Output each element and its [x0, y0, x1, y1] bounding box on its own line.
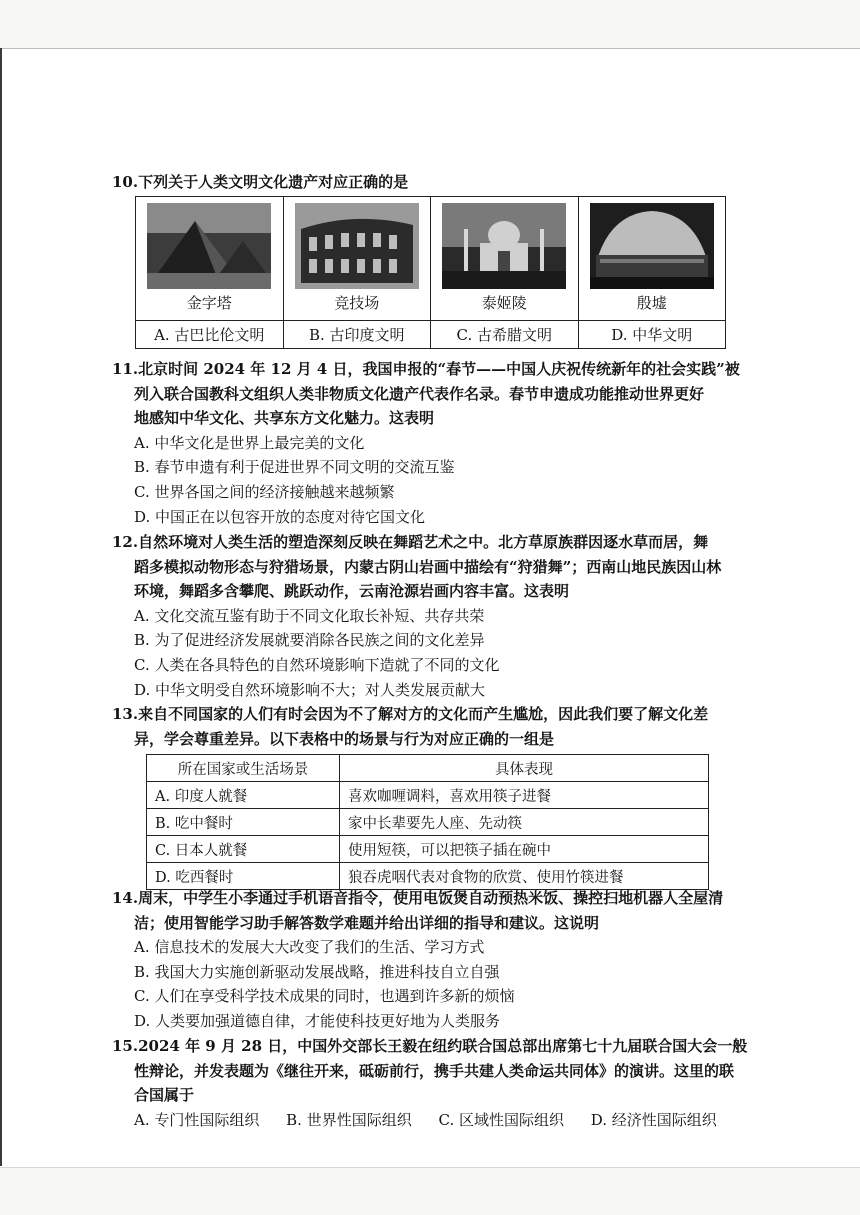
heritage-cell-pyramid — [136, 197, 284, 321]
question-stem: 下列关于人类文明文化遗产对应正确的是 — [138, 173, 409, 191]
table-cell: 狼吞虎咽代表对食物的欣赏、使用竹筷进餐 — [340, 863, 709, 890]
question-number: 10. — [112, 173, 139, 191]
table-row[interactable] — [147, 836, 709, 863]
option-d[interactable]: D. 中华文明受自然环境影响不大；对人类发展贡献大 — [134, 680, 486, 699]
table-row[interactable] — [147, 809, 709, 836]
option-a[interactable]: A. 信息技术的发展大大改变了我们的生活、学习方式 — [134, 938, 485, 957]
question-stem-line: 洁；使用智能学习助手解答数学难题并给出详细的指导和建议。这说明 — [134, 913, 600, 932]
question-stem-line: 北京时间 2024 年 12 月 4 日，我国申报的“春节——中国人庆祝传统新年的社会实践”被 — [138, 360, 740, 378]
option-b[interactable]: B. 世界性国际组织 — [286, 1110, 412, 1129]
heritage-cell-colosseum — [283, 197, 431, 321]
option-c[interactable]: C. 世界各国之间的经济接触越来越频繁 — [134, 482, 395, 501]
question-number: 12. — [112, 533, 139, 551]
option-a[interactable]: A. 文化交流互鉴有助于不同文化取长补短、共存共荣 — [134, 606, 485, 625]
table-header: 具体表现 — [340, 755, 709, 782]
heritage-caption: 竞技场 — [334, 294, 380, 312]
heritage-caption: 金字塔 — [186, 294, 232, 312]
question-10 — [112, 170, 762, 195]
yinxu-photo-icon — [590, 203, 714, 289]
question-stem-line: 蹈多模拟动物形态与狩猎场景，内蒙古阴山岩画中描绘有“狩猎舞”；西南山地民族因山林 — [134, 557, 722, 576]
table-row[interactable] — [147, 782, 709, 809]
option-c[interactable]: C. 古希腊文明 — [431, 321, 579, 349]
heritage-caption: 泰姬陵 — [481, 294, 527, 312]
question-12 — [112, 530, 762, 702]
question-stem-line: 自然环境对人类生活的塑造深刻反映在舞蹈艺术之中。北方草原族群因逐水草而居，舞 — [138, 533, 709, 551]
option-b[interactable]: B. 为了促进经济发展就要消除各民族之间的文化差异 — [134, 631, 485, 650]
table-cell: A. 印度人就餐 — [147, 782, 340, 809]
option-b[interactable]: B. 古印度文明 — [283, 321, 431, 349]
page-edge — [0, 48, 2, 1166]
option-a[interactable]: A. 专门性国际组织 — [134, 1110, 260, 1129]
colosseum-photo-icon — [295, 203, 419, 289]
question-stem-line: 异，学会尊重差异。以下表格中的场景与行为对应正确的一组是 — [134, 729, 555, 748]
heritage-image-table — [135, 196, 726, 349]
option-a[interactable]: A. 中华文化是世界上最完美的文化 — [134, 433, 365, 452]
table-cell: 喜欢咖喱调料，喜欢用筷子进餐 — [340, 782, 709, 809]
option-b[interactable]: B. 春节申遗有利于促进世界不同文明的交流互鉴 — [134, 458, 455, 477]
taj-mahal-photo-icon — [442, 203, 566, 289]
question-14 — [112, 886, 762, 1034]
option-d[interactable]: D. 人类要加强道德自律，才能使科技更好地为人类服务 — [134, 1011, 501, 1030]
option-row — [112, 1108, 762, 1133]
option-d[interactable]: D. 中国正在以包容开放的态度对待它国文化 — [134, 507, 426, 526]
option-b[interactable]: B. 我国大力实施创新驱动发展战略，推进科技自立自强 — [134, 962, 500, 981]
question-number: 14. — [112, 889, 139, 907]
question-number: 15. — [112, 1037, 139, 1055]
option-c[interactable]: C. 人们在享受科学技术成果的同时，也遇到许多新的烦恼 — [134, 987, 515, 1006]
question-number: 13. — [112, 705, 139, 723]
question-stem-line: 环境，舞蹈多含攀爬、跳跃动作，云南沧源岩画内容丰富。这表明 — [134, 582, 570, 601]
option-d[interactable]: D. 经济性国际组织 — [590, 1110, 717, 1129]
question-stem-line: 列入联合国教科文组织人类非物质文化遗产代表作名录。春节申遗成功能推动世界更好 — [134, 384, 705, 403]
question-stem-line: 周末，中学生小李通过手机语音指令，使用电饭煲自动预热米饭、操控扫地机器人全屋清 — [138, 889, 724, 907]
table-header: 所在国家或生活场景 — [147, 755, 340, 782]
question-15 — [112, 1034, 762, 1132]
table-cell: 使用短筷，可以把筷子插在碗中 — [340, 836, 709, 863]
table-cell: 家中长辈要先人座、先动筷 — [340, 809, 709, 836]
option-d[interactable]: D. 中华文明 — [578, 321, 726, 349]
question-stem-line: 性辩论，并发表题为《继往开来，砥砺前行，携手共建人类命运共同体》的演讲。这里的联 — [134, 1061, 735, 1080]
question-11 — [112, 357, 762, 529]
question-number: 11. — [112, 360, 139, 378]
option-c[interactable]: C. 区域性国际组织 — [438, 1110, 564, 1129]
question-stem-line: 地感知中华文化、共享东方文化魅力。这表明 — [134, 409, 435, 428]
heritage-caption: 殷墟 — [636, 294, 667, 312]
heritage-cell-yinxu — [578, 197, 726, 321]
option-c[interactable]: C. 人类在各具特色的自然环境影响下造就了不同的文化 — [134, 655, 500, 674]
pyramid-photo-icon — [147, 203, 271, 289]
table-cell: D. 吃西餐时 — [147, 863, 340, 890]
question-stem-line: 来自不同国家的人们有时会因为不了解对方的文化而产生尴尬，因此我们要了解文化差 — [138, 705, 709, 723]
scene-behavior-table — [146, 754, 709, 890]
table-cell: C. 日本人就餐 — [147, 836, 340, 863]
question-13 — [112, 702, 762, 751]
question-stem-line: 2024 年 9 月 28 日，中国外交部长王毅在纽约联合国总部出席第七十九届联合国大会一般 — [138, 1037, 748, 1055]
option-a[interactable]: A. 古巴比伦文明 — [136, 321, 284, 349]
heritage-cell-taj-mahal — [431, 197, 579, 321]
question-stem-line: 合国属于 — [134, 1086, 195, 1105]
table-cell: B. 吃中餐时 — [147, 809, 340, 836]
